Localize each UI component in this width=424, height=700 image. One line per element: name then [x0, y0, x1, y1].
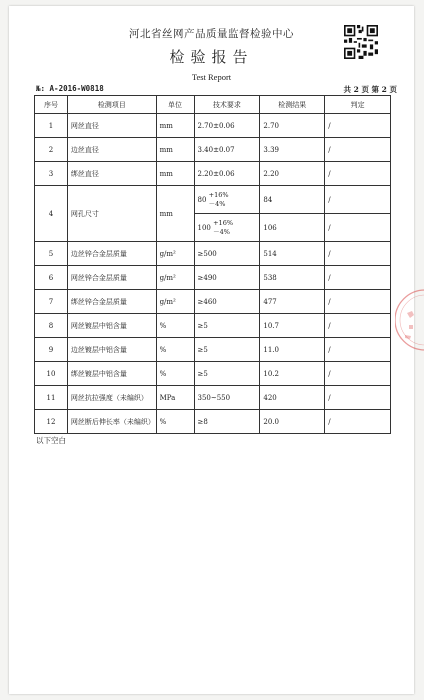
mesh-base: 100 [197, 223, 211, 232]
row-no: 12 [35, 410, 68, 434]
row-unit: mm [156, 138, 194, 162]
table-row-mesh [35, 186, 391, 214]
row-verdict: / [325, 314, 391, 338]
table-row [35, 386, 391, 410]
col-header: 判定 [325, 96, 391, 114]
table-row [35, 138, 391, 162]
row-result: 20.0 [260, 410, 325, 434]
doc-number: №: A-2016-W0818 [36, 84, 104, 93]
row-no: 1 [35, 114, 68, 138]
mesh-base: 80 [197, 195, 207, 204]
row-unit: % [156, 338, 194, 362]
row-unit: g/m² [156, 290, 194, 314]
row-no: 10 [35, 362, 68, 386]
row-unit: % [156, 410, 194, 434]
row-verdict: / [325, 362, 391, 386]
row-unit: g/m² [156, 242, 194, 266]
row-verdict: / [325, 186, 391, 214]
table-row [35, 410, 391, 434]
row-unit: mm [156, 114, 194, 138]
row-result: 10.2 [260, 362, 325, 386]
row-unit: mm [156, 162, 194, 186]
row-requirement: ≥5 [194, 314, 260, 338]
row-no: 9 [35, 338, 68, 362]
row-unit: % [156, 314, 194, 338]
row-result: 106 [260, 214, 325, 242]
results-table [34, 95, 391, 434]
row-no: 2 [35, 138, 68, 162]
row-result: 2.20 [260, 162, 325, 186]
row-verdict: / [325, 214, 391, 242]
row-item: 绑丝锌合金层质量 [67, 290, 156, 314]
row-item: 网丝断后伸长率（未编织） [67, 410, 156, 434]
row-no: 7 [35, 290, 68, 314]
table-header-row [35, 96, 391, 114]
table-row [35, 162, 391, 186]
row-item: 边丝锌合金层质量 [67, 242, 156, 266]
row-requirement: ≥460 [194, 290, 260, 314]
row-requirement: 350~550 [194, 386, 260, 410]
row-item: 边丝直径 [67, 138, 156, 162]
col-header: 序号 [35, 96, 68, 114]
row-item: 网丝锌合金层质量 [67, 266, 156, 290]
row-result: 538 [260, 266, 325, 290]
org-name: 河北省丝网产品质量监督检验中心 [129, 28, 294, 40]
row-item: 绑丝镀层中铝含量 [67, 362, 156, 386]
tolerance-plus: +16% [208, 190, 229, 199]
row-requirement: ≥5 [194, 362, 260, 386]
red-seal-stamp-icon [395, 285, 424, 355]
row-item: 边丝镀层中铝含量 [67, 338, 156, 362]
row-item: 网孔尺寸 [67, 186, 156, 242]
col-header: 检测项目 [67, 96, 156, 114]
report-subtitle: Test Report [191, 72, 232, 82]
row-requirement [194, 186, 260, 214]
row-requirement: 2.20±0.06 [194, 162, 260, 186]
footer-note: 以下空白 [36, 436, 66, 445]
row-verdict: / [325, 242, 391, 266]
row-unit: MPa [156, 386, 194, 410]
row-verdict: / [325, 114, 391, 138]
row-unit: mm [156, 186, 194, 242]
row-verdict: / [325, 290, 391, 314]
row-unit: % [156, 362, 194, 386]
table-row [35, 266, 391, 290]
row-result: 477 [260, 290, 325, 314]
row-unit: g/m² [156, 266, 194, 290]
row-no: 5 [35, 242, 68, 266]
row-result: 2.70 [260, 114, 325, 138]
row-no: 4 [35, 186, 68, 242]
tolerance-minus: －4% [208, 199, 226, 208]
col-header: 检测结果 [260, 96, 325, 114]
row-requirement [194, 214, 260, 242]
row-requirement: ≥5 [194, 338, 260, 362]
row-result: 514 [260, 242, 325, 266]
col-header: 技术要求 [194, 96, 260, 114]
row-verdict: / [325, 386, 391, 410]
table-row [35, 338, 391, 362]
table-row [35, 362, 391, 386]
row-result: 10.7 [260, 314, 325, 338]
row-no: 8 [35, 314, 68, 338]
table-row [35, 114, 391, 138]
row-item: 绑丝直径 [67, 162, 156, 186]
mesh-tolerance [209, 191, 229, 209]
table-row [35, 242, 391, 266]
row-requirement: ≥8 [194, 410, 260, 434]
row-verdict: / [325, 162, 391, 186]
table-row [35, 290, 391, 314]
row-result: 420 [260, 386, 325, 410]
row-requirement: 2.70±0.06 [194, 114, 260, 138]
row-result: 3.39 [260, 138, 325, 162]
row-result: 11.0 [260, 338, 325, 362]
row-requirement: ≥500 [194, 242, 260, 266]
row-verdict: / [325, 138, 391, 162]
row-item: 网丝直径 [67, 114, 156, 138]
row-item: 网丝镀层中铝含量 [67, 314, 156, 338]
col-header: 单位 [156, 96, 194, 114]
tolerance-plus: +16% [213, 218, 234, 227]
row-no: 6 [35, 266, 68, 290]
row-requirement: ≥490 [194, 266, 260, 290]
tolerance-minus: －4% [213, 227, 230, 236]
row-verdict: / [325, 266, 391, 290]
row-item: 网丝抗拉强度（未编织） [67, 386, 156, 410]
table-row [35, 314, 391, 338]
row-verdict: / [325, 338, 391, 362]
row-verdict: / [325, 410, 391, 434]
mesh-tolerance [213, 219, 233, 237]
row-no: 11 [35, 386, 68, 410]
page-info: 共 2 页 第 2 页 [343, 85, 397, 94]
row-requirement: 3.40±0.07 [194, 138, 260, 162]
row-no: 3 [35, 162, 68, 186]
report-title: 检验报告 [169, 48, 254, 66]
row-result: 84 [260, 186, 325, 214]
